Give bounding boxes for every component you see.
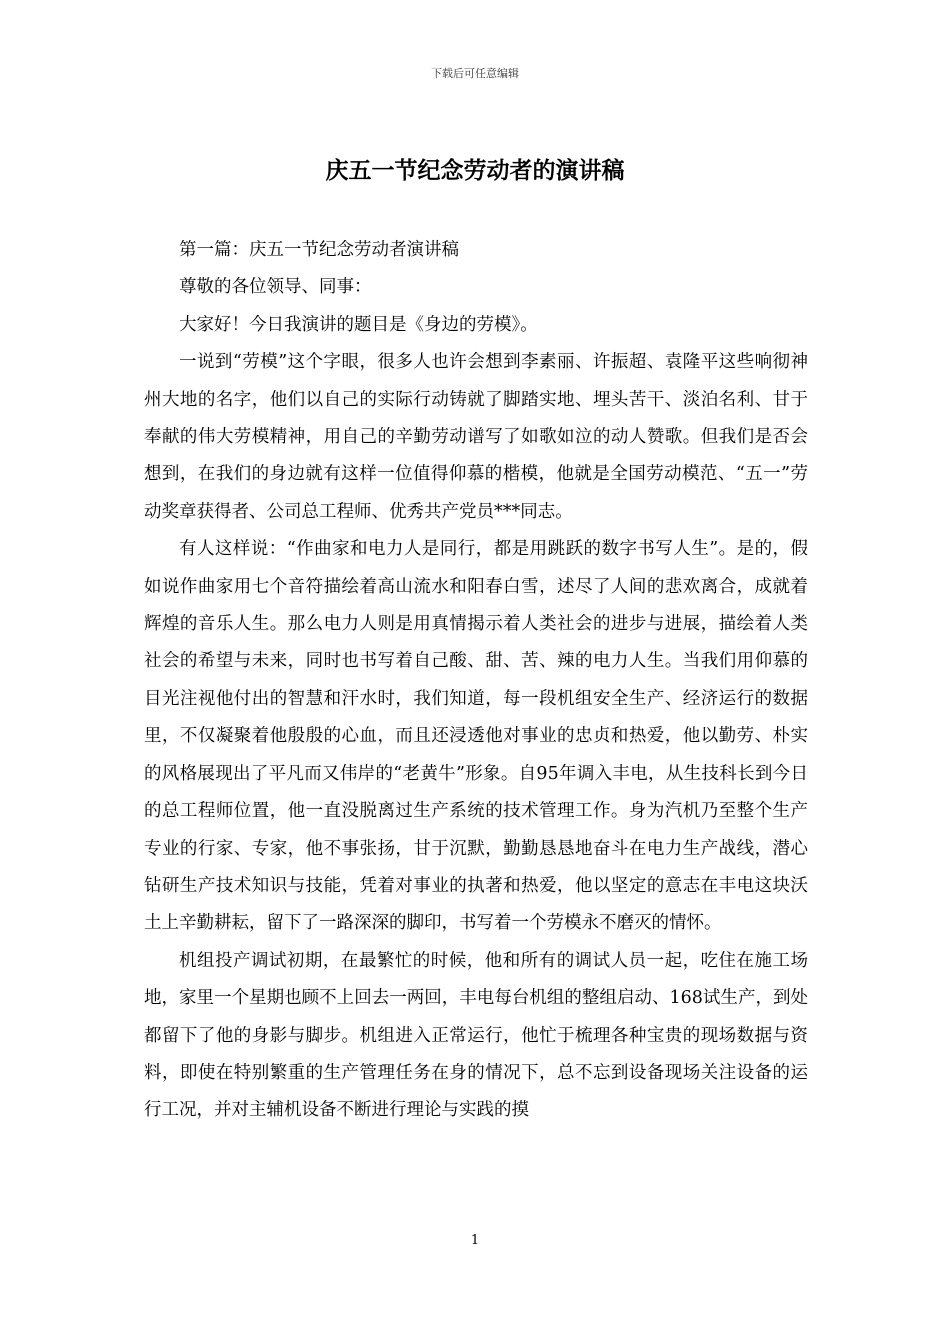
paragraph-body: 一说到“劳模”这个字眼，很多人也许会想到李素丽、许振超、袁隆平这些响彻神州大地的名字，他们以自己的实际行动铸就了脚踏实地、埋头苦干、淡泊名利、甘于奉献的伟大劳模精神，用自己的辛勤劳动谱写了如歌如泣的动人赞歌。但我们是否会想到，在我们的身边就有这样一位值得仰慕的楷模，他就是全国劳动模范、“五一”劳动奖章获得者、公司总工程师、优秀共产党员***同志。 [144, 352, 808, 522]
paragraph-salutation: 尊敬的各位领导、同事： [179, 277, 372, 298]
document-body [144, 232, 808, 1130]
paragraph-greeting: 大家好！今日我演讲的题目是《身边的劳模》。 [179, 314, 538, 335]
paragraph-body: 机组投产调试初期，在最繁忙的时候，他和所有的调试人员一起，吃住在施工场地，家里一个星期也顾不上回去一两回，丰电每台机组的整组启动、168试生产，到处都留下了他的身影与脚步。机组进入正常运行，他忙于梳理各种宝贵的现场数据与资料，即使在特别繁重的生产管理任务在身的情况下，总不忘到设备现场关注设备的运行工况，并对主辅机设备不断进行理论与实践的摸 [144, 950, 808, 1121]
document-title: 庆五一节纪念劳动者的演讲稿 [325, 157, 625, 184]
page-number: 1 [470, 1233, 480, 1248]
paragraph-section-heading: 第一篇：庆五一节纪念劳动者演讲稿 [179, 240, 459, 260]
paragraph-body: 有人这样说：“作曲家和电力人是同行，都是用跳跃的数字书写人生”。是的，假如说作曲家用七个音符描绘着高山流水和阳春白雪，述尽了人间的悲欢离合，成就着辉煌的音乐人生。那么电力人则是用真情揭示着人类社会的进步与进展，描绘着人类社会的希望与未来，同时也书写着自己酸、甜、苦、辣的电力人生。当我们用仰慕的目光注视他付出的智慧和汗水时，我们知道，每一段机组安全生产、经济运行的数据里，不仅凝聚着他殷殷的心血，而且还浸透他对事业的忠贞和热爱，他以勤劳、朴实的风格展现出了平凡而又伟岸的“老黄牛”形象。自95年调入丰电，从生技科长到今日的总工程师位置，他一直没脱离过生产系统的技术管理工作。身为汽机乃至整个生产专业的行家、专家，他不事张扬，甘于沉默，勤勤恳恳地奋斗在电力生产战线，潜心钻研生产技术知识与技能，凭着对事业的执著和热爱，他以坚定的意志在丰电这块沃土上辛勤耕耘，留下了一路深深的脚印，书写着一个劳模永不磨灭的情怀。 [144, 539, 808, 934]
page-header-note: 下载后可任意编辑 [431, 67, 519, 80]
